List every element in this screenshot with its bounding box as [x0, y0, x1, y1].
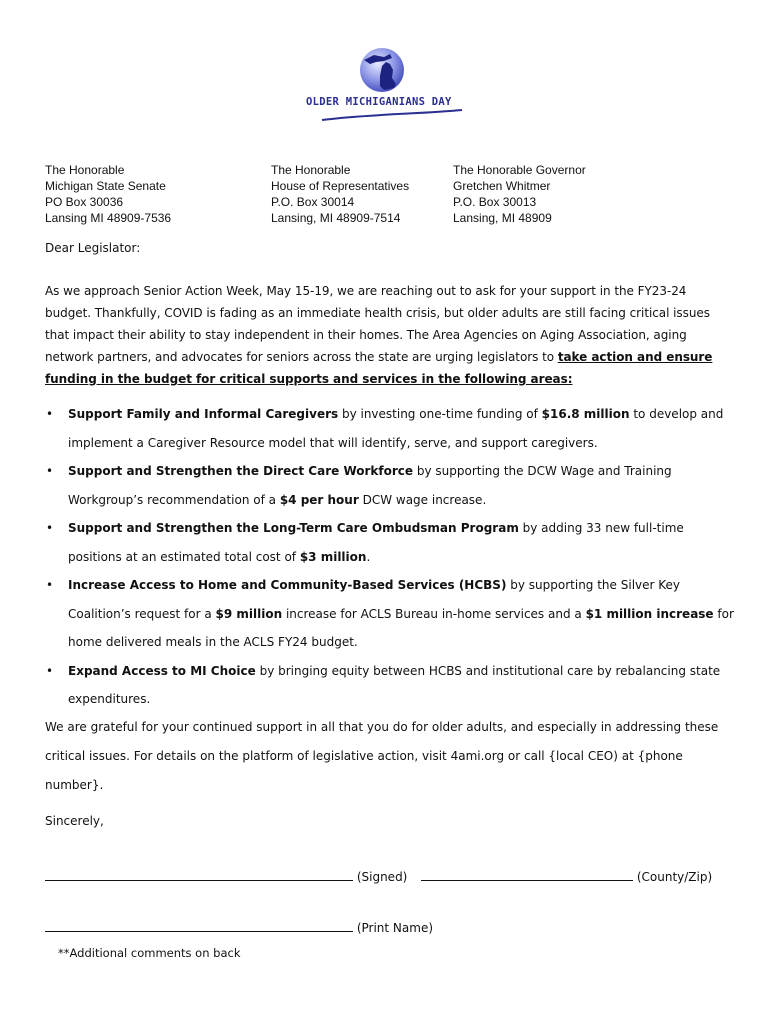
item-heading: Support and Strengthen the Long-Term Care Ombudsman Program — [68, 521, 519, 535]
print-name-line[interactable] — [45, 920, 353, 932]
print-name-label: (Print Name) — [356, 921, 434, 935]
address-line: P.O. Box 30013 — [453, 195, 537, 209]
item-text: by supporting the Silver Key Coalition’s request for a — [68, 578, 681, 621]
address-line: Lansing, MI 48909 — [453, 211, 552, 225]
item-text: by investing one-time funding of — [338, 407, 542, 421]
item-heading: Support Family and Informal Caregivers — [68, 407, 339, 421]
back-note: **Additional comments on back — [58, 946, 241, 960]
item-text: by supporting the DCW Wage and Training Workgroup’s recommendation of a — [68, 464, 672, 507]
item-text: . — [366, 549, 371, 564]
item-amount: $4 per hour — [279, 492, 359, 507]
item-text: by adding 33 new full-time positions at an estimated total cost of — [68, 521, 684, 564]
county-label: (County/Zip) — [636, 870, 713, 884]
item-text: by bringing equity between HCBS and institutional care by rebalancing state expenditures. — [68, 663, 721, 706]
item-text: DCW wage increase. — [358, 492, 487, 507]
address-line: The Honorable — [45, 163, 125, 177]
item-amount: $16.8 million — [541, 407, 630, 421]
item-text: for home delivered meals in the ACLS FY24 budget. — [68, 606, 734, 649]
signed-label: (Signed) — [356, 870, 408, 884]
item-amount: $9 million — [215, 606, 283, 621]
list-item: • Support Family and Informal Caregivers by investing one-time funding of $16.8 million to develop and implement a Caregiver Resource model that will identify, serve, and support caregivers. — [46, 407, 724, 450]
address-line: Lansing, MI 48909-7514 — [271, 211, 401, 225]
list-item: • Increase Access to Home and Community-Based Services (HCBS) by supporting the Silver Key Coalition’s request for a $9 million increase for ACLS Bureau in-home services and a $1 million increase for home delivered meals in the ACLS FY24 budget. — [46, 578, 734, 649]
item-amount: $1 million increase — [585, 606, 714, 621]
salutation: Dear Legislator: — [45, 241, 141, 255]
closing-paragraph: We are grateful for your continued support in all that you do for older adults, and especially in addressing these critical issues. For details on the platform of legislative action, visit 4ami.org or call {local CEO) at {phone number}. — [45, 720, 719, 792]
intro-emphasis: take action and ensure funding in the budget for critical supports and services in the following areas: — [45, 350, 713, 386]
priority-list — [45, 400, 735, 714]
address-line: P.O. Box 30014 — [271, 195, 355, 209]
address-line: Michigan State Senate — [45, 179, 166, 193]
logo-title: OLDER MICHIGANIANS DAY — [306, 96, 452, 108]
item-heading: Support and Strengthen the Direct Care Workforce — [68, 464, 414, 478]
item-heading: Expand Access to MI Choice — [68, 663, 256, 678]
intro-text: As we approach Senior Action Week, May 15-19, we are reaching out to ask for your support in the FY23-24 budget. Thankfully, COVID is fading as an immediate health crisis, but older adults are still facing critical issues that impact their ability to stay independent in their homes. The Area Agencies on Aging Association, aging network partners, and advocates for seniors across the state are urging legislators to — [45, 284, 710, 364]
address-line: House of Representatives — [271, 179, 410, 193]
address-senate — [45, 162, 171, 226]
item-amount: $3 million — [299, 549, 367, 564]
list-item: • Support and Strengthen the Direct Care Workforce by supporting the DCW Wage and Training Workgroup’s recommendation of a $4 per hour DCW wage increase. — [46, 464, 672, 507]
address-line: Lansing MI 48909-7536 — [45, 211, 172, 225]
list-item: • Support and Strengthen the Long-Term Care Ombudsman Program by adding 33 new full-time positions at an estimated total cost of $3 million. — [46, 521, 684, 564]
sign-off: Sincerely, — [45, 814, 104, 828]
address-line: PO Box 30036 — [45, 195, 124, 209]
michigan-globe-logo — [300, 48, 470, 128]
item-heading: Increase Access to Home and Community-Based Services (HCBS) — [68, 578, 507, 592]
item-text: increase for ACLS Bureau in-home services and a — [282, 606, 586, 621]
intro-paragraph — [45, 280, 735, 390]
address-house — [271, 162, 409, 226]
address-line: The Honorable Governor — [453, 163, 586, 177]
county-zip-line[interactable] — [421, 869, 633, 881]
signature-line[interactable] — [45, 869, 353, 881]
address-line: Gretchen Whitmer — [453, 179, 551, 193]
address-line: The Honorable — [271, 163, 351, 177]
list-item: • Expand Access to MI Choice by bringing equity between HCBS and institutional care by rebalancing state expenditures. — [46, 663, 721, 706]
signature-row — [45, 869, 407, 884]
address-governor — [453, 162, 586, 226]
item-text: to develop and implement a Caregiver Resource model that will identify, serve, and support caregivers. — [68, 407, 724, 450]
print-name-row — [45, 920, 433, 935]
county-row — [421, 869, 712, 884]
